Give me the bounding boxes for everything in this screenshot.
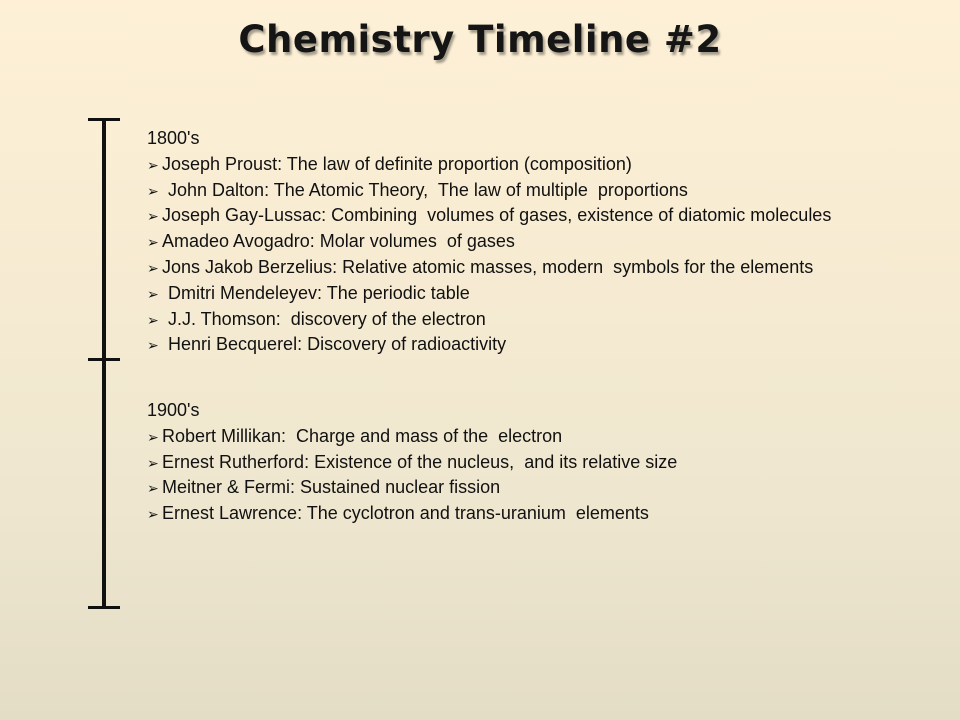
era-heading: 1900's (147, 400, 200, 420)
list-item-text: Amadeo Avogadro: Molar volumes of gases (162, 231, 515, 252)
list-item (147, 178, 952, 204)
list-item (147, 475, 952, 501)
timeline-line (102, 118, 106, 608)
arrow-bullet-icon: ➢ (147, 338, 159, 355)
slide-title: Chemistry Timeline #2 (238, 18, 722, 61)
arrow-bullet-icon: ➢ (147, 286, 159, 303)
list-item (147, 229, 952, 255)
list-item (147, 281, 952, 307)
list-item-text: Joseph Proust: The law of definite proportion (composition) (162, 153, 632, 174)
arrow-bullet-icon: ➢ (147, 209, 159, 226)
arrow-bullet-icon: ➢ (147, 260, 159, 277)
list-item (147, 424, 952, 450)
list-item-text: Meitner & Fermi: Sustained nuclear fission (162, 477, 501, 498)
timeline-bar (88, 118, 120, 610)
list-item (147, 501, 952, 527)
arrow-bullet-icon: ➢ (147, 481, 159, 498)
list-item (147, 152, 952, 178)
arrow-bullet-icon: ➢ (147, 235, 159, 252)
list-item-text: Ernest Lawrence: The cyclotron and trans-uranium elements (162, 503, 649, 524)
list-item-text: Joseph Gay-Lussac: Combining volumes of gases, existence of diatomic molecules (162, 205, 832, 226)
list-item-text: Dmitri Mendeleyev: The periodic table (168, 282, 470, 303)
section-1800s (147, 126, 952, 358)
list-item (147, 307, 952, 333)
arrow-bullet-icon: ➢ (147, 455, 159, 472)
arrow-bullet-icon: ➢ (147, 507, 159, 524)
timeline-cap-bottom (88, 606, 120, 609)
arrow-bullet-icon: ➢ (147, 312, 159, 329)
list-item-text: Ernest Rutherford: Existence of the nucleus, and its relative size (162, 451, 678, 472)
arrow-bullet-icon: ➢ (147, 183, 159, 200)
list-item-text: John Dalton: The Atomic Theory, The law of multiple proportions (168, 179, 688, 200)
list-item-text: J.J. Thomson: discovery of the electron (168, 308, 486, 329)
era-heading: 1800's (147, 128, 200, 148)
list-item (147, 450, 952, 476)
list-item-text: Jons Jakob Berzelius: Relative atomic masses, modern symbols for the elements (162, 256, 814, 277)
list-item-text: Henri Becquerel: Discovery of radioactivity (168, 334, 507, 355)
arrow-bullet-icon: ➢ (147, 157, 159, 174)
timeline-cap-middle (88, 358, 120, 361)
list-item (147, 332, 952, 358)
section-1900s (147, 398, 952, 527)
timeline-cap-top (88, 118, 120, 121)
list-item (147, 255, 952, 281)
list-item-text: Robert Millikan: Charge and mass of the electron (162, 425, 563, 446)
list-item (147, 203, 952, 229)
arrow-bullet-icon: ➢ (147, 429, 159, 446)
